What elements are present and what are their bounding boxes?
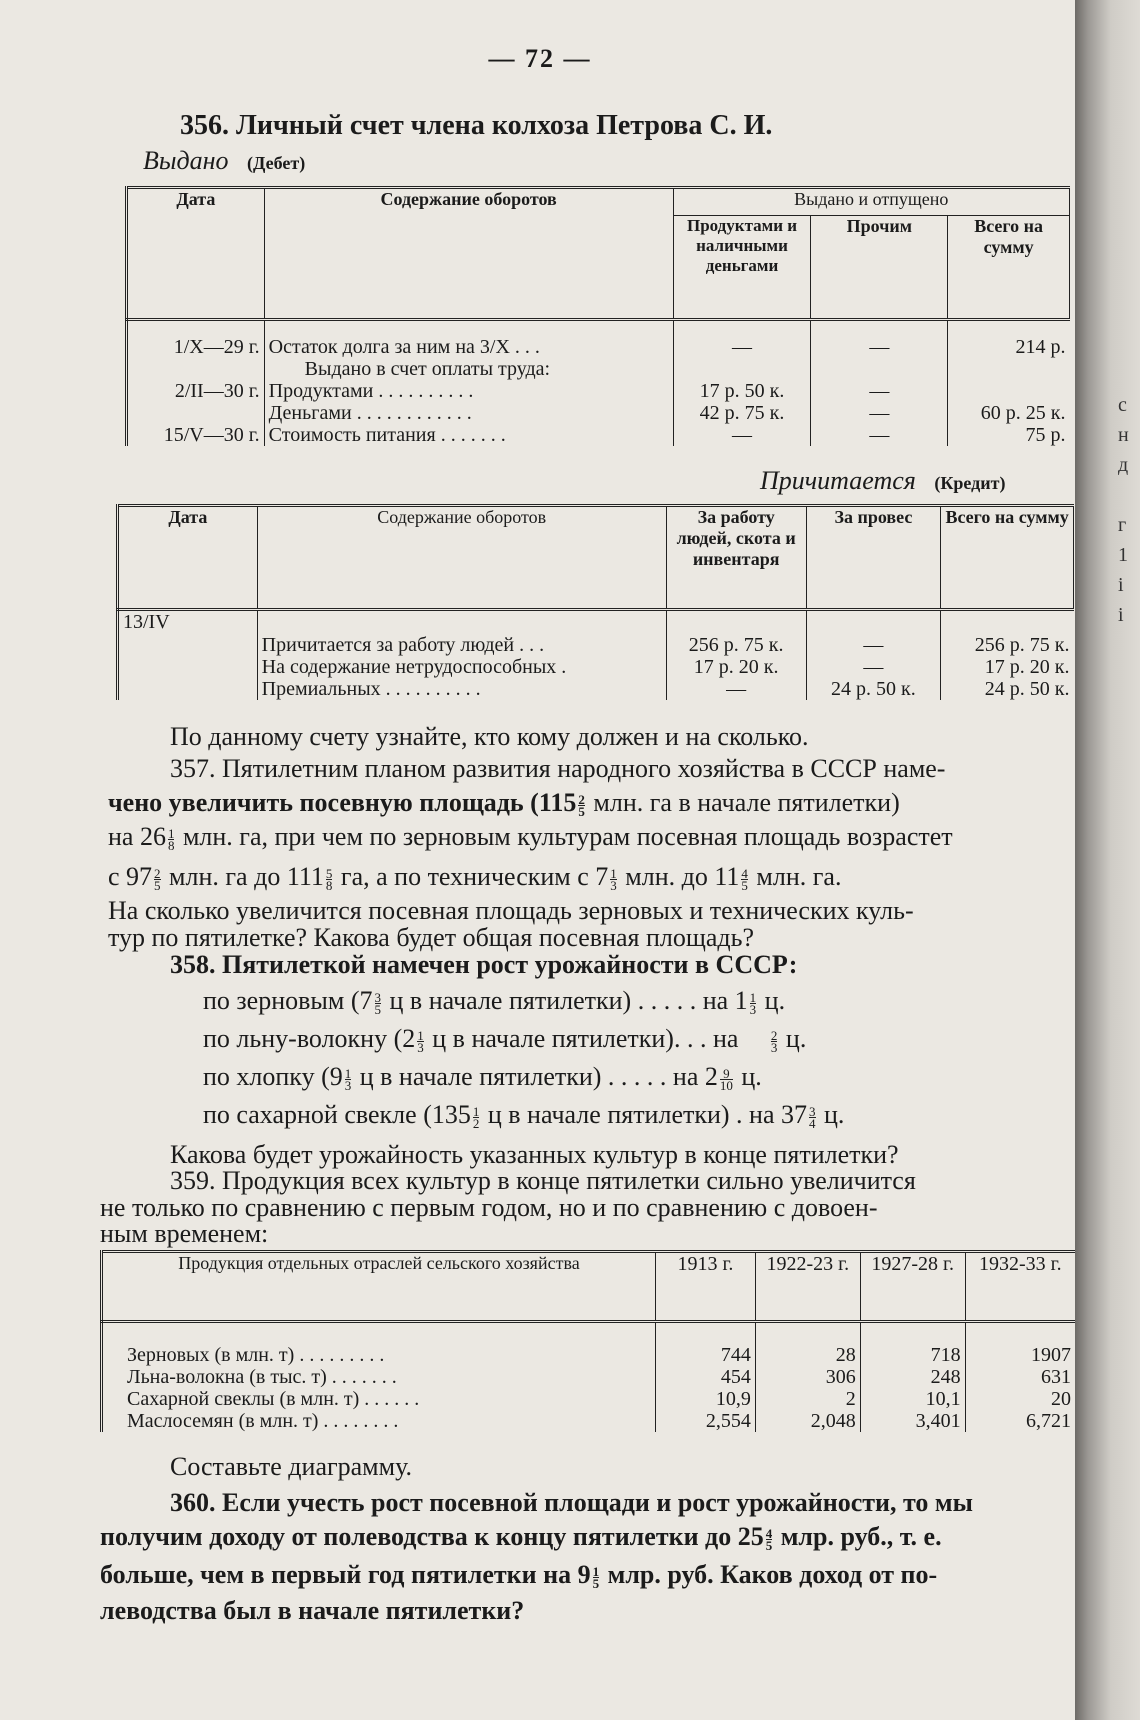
credit-header-total: Всего на сумму <box>941 506 1074 610</box>
fraction: $\frac{1}{3}$ <box>610 865 617 893</box>
q357-line6: тур по пятилетке? Какова будет общая посевная площадь? <box>108 923 755 952</box>
q357-line1: 357. Пятилетним планом развития народного хозяйства в СССР наме- <box>170 754 946 783</box>
credit-side-label: Причитается <box>760 466 916 495</box>
q356-question: По данному счету узнайте, кто кому должен и на сколько. <box>170 722 809 751</box>
fraction: $\frac{1}{3}$ <box>417 1027 424 1055</box>
q358-item: по зерновым (7 $\frac{3}{5}$ ц в начале пятилетки) . . . . . на 1 $\frac{1}{3}$ ц. <box>203 986 786 1017</box>
debit-header-total: Всего на сумму <box>948 216 1070 320</box>
q358-intro: 358. Пятилеткой намечен рост урожайности в СССР: <box>170 950 798 979</box>
q358-item: по сахарной свекле (135 $\frac{1}{2}$ ц в начале пятилетки) . на 37 $\frac{3}{4}$ ц. <box>203 1100 845 1131</box>
fraction: $\frac{1}{5}$ <box>592 1563 600 1591</box>
fraction: $\frac{2}{5}$ <box>578 791 585 819</box>
q357-line4: с 97 $\frac{2}{5}$ млн. га до 111 $\frac{5}{8}$ га, а по техническим с 7 $\frac{1}{3}$ млн. до 11 $\frac{4}{5}$ млн. га. <box>108 862 842 893</box>
fraction: $\frac{1}{3}$ <box>344 1065 352 1093</box>
debit-table <box>125 186 1070 446</box>
credit-header-feed: За провес <box>806 506 941 610</box>
production-header-year: 1932-33 г. <box>965 1252 1075 1322</box>
debit-header-other: Прочим <box>811 216 948 320</box>
q358-question: Какова будет урожайность указанных культур в конце пятилетки? <box>170 1140 899 1169</box>
fraction: $\frac{2}{5}$ <box>154 865 161 893</box>
fraction: $\frac{1}{3}$ <box>749 989 757 1017</box>
fraction: $\frac{1}{2}$ <box>472 1103 480 1131</box>
fraction: $\frac{5}{8}$ <box>325 865 333 893</box>
debit-header-content: Содержание оборотов <box>264 188 673 320</box>
debit-label <box>143 146 305 176</box>
debit-row: Деньгами . . . . . . . . . . . . 42 р. 75 к. — 60 р. 25 к. <box>127 402 1070 424</box>
fraction: $\frac{9}{10}$ <box>719 1065 733 1093</box>
q358-item: по хлопку (9 $\frac{1}{3}$ ц в начале пятилетки) . . . . . на 2 $\frac{9}{10}$ ц. <box>203 1062 762 1093</box>
q357-line5: На сколько увеличится посевная площадь зерновых и технических куль- <box>108 896 914 925</box>
adjacent-page-edge <box>1075 0 1140 1720</box>
debit-side-label: Выдано <box>143 146 229 175</box>
q357-line2: чено увеличить посевную площадь (115 $\frac{2}{5}$ млн. га в начале пятилетки) <box>108 788 900 819</box>
production-header-year: 1913 г. <box>656 1252 756 1322</box>
production-header-year: 1922-23 г. <box>755 1252 860 1322</box>
q360-line1: 360. Если учесть рост посевной площади и рост урожайности, то мы <box>170 1488 973 1517</box>
fraction: $\frac{3}{4}$ <box>809 1103 816 1131</box>
production-row: Льна-волокна (в тыс. т) . . . . . . . 454 306 248 631 <box>102 1366 1076 1388</box>
production-row: Маслосемян (в млн. т) . . . . . . . . 2,554 2,048 3,401 6,721 <box>102 1410 1076 1432</box>
debit-header-date: Дата <box>127 188 265 320</box>
q359-line1: 359. Продукция всех культур в конце пятилетки сильно увеличится <box>170 1166 916 1195</box>
production-row: Сахарной свеклы (в млн. т) . . . . . . 10,9 2 10,1 20 <box>102 1388 1076 1410</box>
q357-line3: на 26 $\frac{1}{8}$ млн. га, при чем по зерновым культурам посевная площадь возрастет <box>108 822 953 853</box>
production-header-label: Продукция отдельных отраслей сельского хозяйства <box>102 1252 656 1322</box>
credit-label <box>760 466 1006 496</box>
credit-table: Дата Содержание оборотов За работу людей, скота и инвентаря За провес Всего на сумму 13/IV Причитается за работу людей . . . 256 р. 75 к. — 256 р. 75 к. На содержание нетрудоспособных . 17 р. 20 к. — 17 р. 20 к. Премиальных . . . . . . . . . . — 24 р. 50 к. 24 р. 50 к. <box>116 504 1074 700</box>
debit-row: Выдано в счет оплаты труда: <box>127 358 1070 380</box>
q358-item: по льну-волокну (2 $\frac{1}{3}$ ц в начале пятилетки). . . на $\frac{2}{3}$ ц. <box>203 1024 807 1055</box>
q359-task: Составьте диаграмму. <box>170 1452 412 1481</box>
credit-header-date: Дата <box>118 506 258 610</box>
production-table <box>100 1250 1075 1432</box>
debit-header-products: Продуктами и наличными деньгами <box>673 216 811 320</box>
production-row: Зерновых (в млн. т) . . . . . . . . . 744 28 718 1907 <box>102 1344 1076 1366</box>
debit-row: 15/V—30 г. Стоимость питания . . . . . . . — — 75 р. <box>127 424 1070 446</box>
credit-row: Премиальных . . . . . . . . . . — 24 р. 50 к. 24 р. 50 к. <box>118 678 1074 700</box>
credit-header-content: Содержание оборотов <box>257 506 666 610</box>
debit-side-sub: (Дебет) <box>247 153 306 173</box>
fraction: $\frac{1}{8}$ <box>167 825 175 853</box>
production-header-year: 1927-28 г. <box>860 1252 965 1322</box>
q359-line3: ным временем: <box>100 1219 269 1248</box>
credit-row: На содержание нетрудоспособных . 17 р. 20 к. — 17 р. 20 к. <box>118 656 1074 678</box>
fraction: $\frac{4}{5}$ <box>765 1525 773 1553</box>
fraction: $\frac{3}{5}$ <box>374 989 381 1017</box>
adjacent-page-letters: с н д г 1 і і <box>1118 394 1129 626</box>
q360-line2: получим доходу от полеводства к концу пятилетки до 25 $\frac{4}{5}$ млр. руб., т. е. <box>100 1522 942 1553</box>
credit-side-sub: (Кредит) <box>934 473 1006 493</box>
debit-row: 1/X—29 г. Остаток долга за ним на 3/X . . . — — 214 р. <box>127 336 1070 358</box>
fraction: $\frac{2}{3}$ <box>770 1027 778 1055</box>
credit-row: Причитается за работу людей . . . 256 р. 75 к. — 256 р. 75 к. <box>118 634 1074 656</box>
credit-header-work: За работу людей, скота и инвентаря <box>666 506 806 610</box>
q360-line3: больше, чем в первый год пятилетки на 9 $\frac{1}{5}$ млр. руб. Каков доход от по- <box>100 1560 938 1591</box>
debit-header-group: Выдано и отпущено <box>673 188 1069 216</box>
q359-line2: не только по сравнению с первым годом, но и по сравнению с довоен- <box>100 1193 878 1222</box>
q360-line4: леводства был в начале пятилетки? <box>100 1596 525 1625</box>
problem-356-title: 356. Личный счет члена колхоза Петрова С. И. <box>180 110 773 141</box>
fraction: $\frac{4}{5}$ <box>741 865 748 893</box>
debit-row: 2/II—30 г. Продуктами . . . . . . . . . . 17 р. 50 к. — <box>127 380 1070 402</box>
page-number: — 72 — <box>488 44 592 73</box>
